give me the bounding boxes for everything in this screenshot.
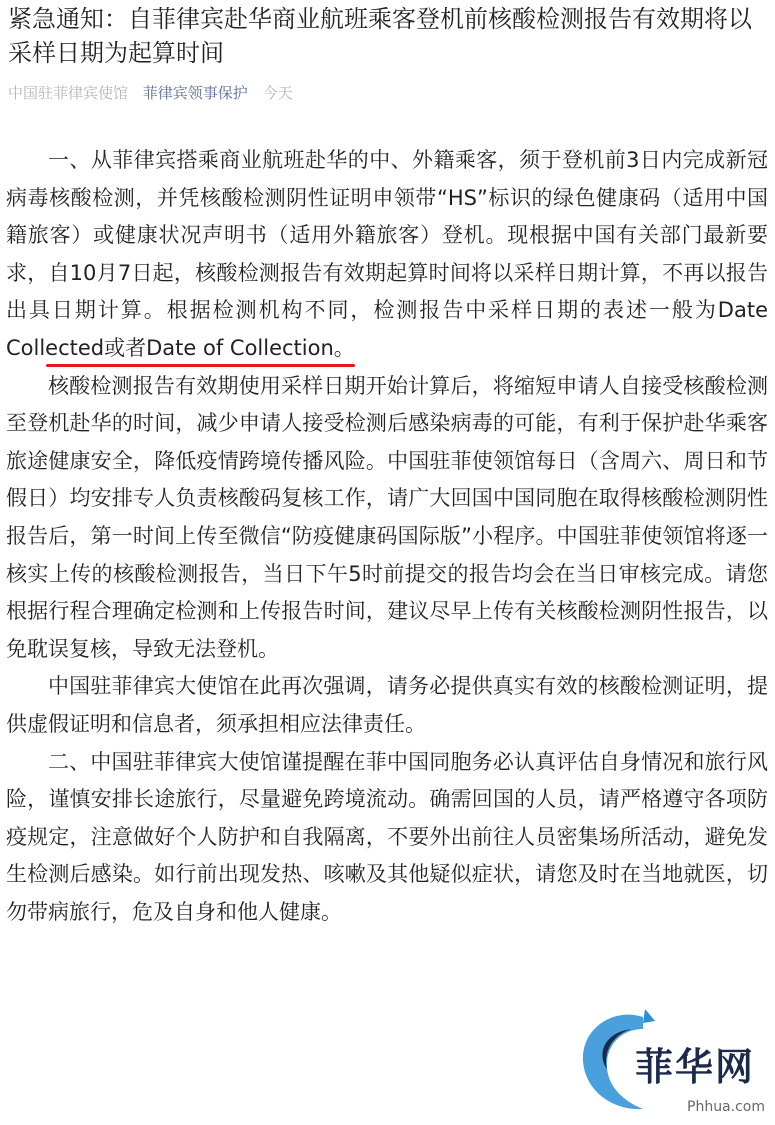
watermark-url: Phhua.com (687, 1099, 765, 1115)
paragraph-3: 中国驻菲律宾大使馆在此再次强调，请务必提供真实有效的核酸检测证明，提供虚假证明和信息者，须承担相应法律责任。 (6, 674, 768, 736)
paragraph-2: 核酸检测报告有效期使用采样日期开始计算后，将缩短申请人自接受核酸检测至登机赴华的时间，减少申请人接受检测后感染病毒的可能，有利于保护赴华乘客旅途健康安全，降低疫情跨境传播风险。中国驻菲使领馆每日（含周六、周日和节假日）均安排专人负责核酸码复核工作，请广大回国中国同胞在取得核酸检测阴性报告后，第一时间上传至微信“防疫健康码国际版”小程序。中国驻菲使领馆将逐一核实上传的核酸检测报告，当日下午5时前提交的报告均会在当日审核完成。请您根据行程合理确定检测和上传报告时间，建议尽早上传有关核酸检测阴性报告，以免耽误复核，导致无法登机。 (6, 373, 768, 661)
article-meta (8, 82, 303, 104)
article-source: 中国驻菲律宾使馆 (8, 84, 129, 102)
article-body (6, 142, 768, 931)
paragraph-4: 二、中国驻菲律宾大使馆谨提醒在菲中国同胞务必认真评估自身情况和旅行风险，谨慎安排长途旅行，尽量避免跨境流动。确需回国的人员，请严格遵守各项防疫规定，注意做好个人防护和自我隔离，不要外出前往人员密集场所活动，避免发生检测后感染。如行前出现发热、咳嗽及其他疑似症状，请您及时在当地就医，切勿带病旅行，危及自身和他人健康。 (6, 749, 768, 924)
account-name-link[interactable]: 菲律宾领事保护 (142, 84, 248, 102)
paragraph-1 (6, 142, 768, 368)
highlighted-requirement: 自10月7日起，核酸检测报告有效期起算时间将以采样日期计算，不再以报告出具日期计算。根据检测机构不同，检测报告中采样日期的表述一般为Date Collected或者Date of Collection。 (6, 260, 768, 360)
paragraph-1-intro: 一、从菲律宾搭乘商业航班赴华的中、外籍乘客，须于登机前3日内完成新冠病毒核酸检测，并凭核酸检测阴性证明申领带“HS”标识的绿色健康码（适用中国籍旅客）或健康状况声明书（适用外籍旅客）登机。现根据中国有关部门最新要求， (6, 148, 768, 285)
publish-time: 今天 (262, 84, 293, 102)
article-title: 紧急通知：自菲律宾赴华商业航班乘客登机前核酸检测报告有效期将以采样日期为起算时间 (8, 5, 752, 67)
site-watermark (573, 999, 773, 1121)
watermark-name: 菲华网 (634, 1044, 755, 1089)
